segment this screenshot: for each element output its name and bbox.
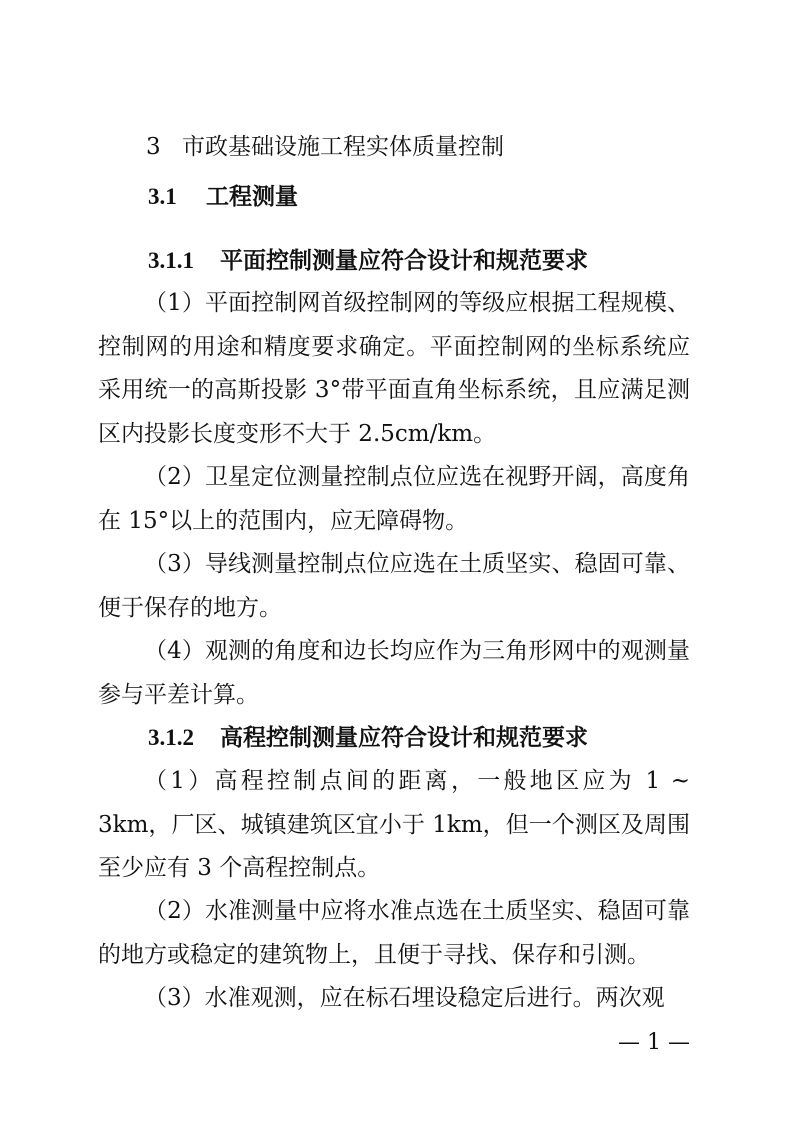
paragraph: （1）高程控制点间的距离，一般地区应为 1 ~ 3km，厂区、城镇建筑区宜小于 1km，但一个测区及周围至少应有 3 个高程控制点。 bbox=[98, 768, 690, 881]
chapter-heading bbox=[146, 132, 504, 162]
subsection-title: 高程控制测量应符合设计和规范要求 bbox=[220, 724, 588, 751]
subsection-heading bbox=[148, 723, 588, 753]
subsection-number: 3.1.1 bbox=[148, 248, 194, 273]
paragraph: （1）平面控制网首级控制网的等级应根据工程规模、控制网的用途和精度要求确定。平面控制网的坐标系统应采用统一的高斯投影 3°带平面直角坐标系统，且应满足测区内投影长度变形不大于 2.5cm/km。 bbox=[98, 290, 690, 447]
paragraph: （2）卫星定位测量控制点位应选在视野开阔，高度角在 15°以上的范围内，应无障碍物。 bbox=[98, 464, 690, 534]
section-title: 工程测量 bbox=[206, 183, 298, 210]
paragraph: （3）导线测量控制点位应选在土质坚实、稳固可靠、便于保存的地方。 bbox=[98, 551, 690, 621]
subsection-title: 平面控制测量应符合设计和规范要求 bbox=[220, 247, 588, 274]
section-heading bbox=[148, 182, 298, 212]
section-number: 3.1 bbox=[148, 184, 177, 209]
paragraph: （4）观测的角度和边长均应作为三角形网中的观测量参与平差计算。 bbox=[98, 638, 690, 708]
paragraph: （2）水准测量中应将水准点选在土质坚实、稳固可靠的地方或稳定的建筑物上，且便于寻找、保存和引测。 bbox=[98, 898, 690, 968]
chapter-title: 市政基础设施工程实体质量控制 bbox=[182, 134, 504, 160]
subsection-heading bbox=[148, 246, 588, 276]
page-number: — 1 — bbox=[618, 1030, 690, 1055]
chapter-number: 3 bbox=[146, 134, 161, 160]
subsection-number: 3.1.2 bbox=[148, 725, 194, 750]
paragraph: （3）水准观测，应在标石埋设稳定后进行。两次观 bbox=[144, 985, 665, 1011]
